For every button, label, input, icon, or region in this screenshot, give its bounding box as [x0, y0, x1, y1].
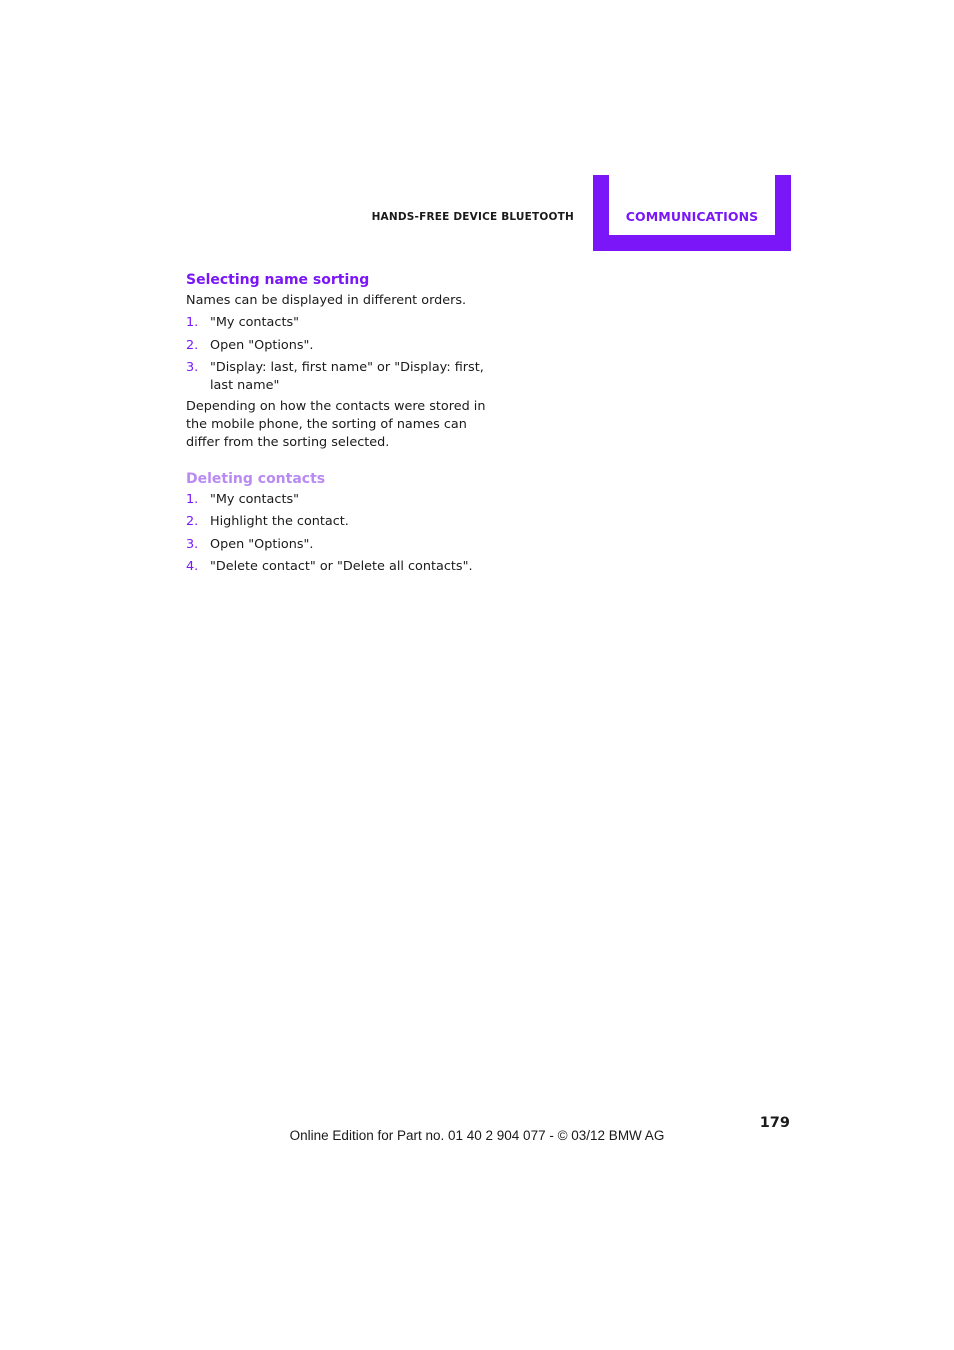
step-number: 2. — [186, 337, 199, 353]
list-item — [186, 491, 486, 509]
step-text: "My contacts" — [210, 315, 300, 330]
step-text: Open "Options". — [210, 337, 314, 353]
step-number: 1. — [186, 315, 199, 330]
list-item — [186, 359, 486, 395]
list-item — [186, 513, 486, 531]
steps-list-deleting-contacts — [186, 491, 486, 577]
step-number: 3. — [186, 536, 199, 552]
step-text: Highlight the contact. — [210, 514, 349, 529]
running-header-section: HANDS-FREE DEVICE BLUETOOTH — [371, 211, 574, 223]
list-item — [186, 337, 486, 355]
chapter-label: COMMUNICATIONS — [625, 209, 759, 224]
list-item — [186, 536, 486, 554]
step-number: 3. — [186, 360, 199, 375]
section-note: Depending on how the contacts were stored in the mobile phone, the sorting of names can differ from the sorting selected. — [186, 398, 486, 450]
list-item — [186, 558, 486, 576]
chapter-tab-inner — [609, 175, 775, 235]
step-number: 4. — [186, 559, 199, 574]
footer-edition-note: Online Edition for Part no. 01 40 2 904 077 - © 03/12 BMW AG — [289, 1128, 665, 1143]
step-number: 2. — [186, 514, 199, 529]
steps-list-name-sorting — [186, 314, 486, 395]
step-text: "Display: last, first name" or "Display: first, last name" — [210, 360, 484, 393]
section-heading-name-sorting: Selecting name sorting — [186, 272, 370, 288]
step-text: Open "Options". — [210, 536, 314, 552]
page-content — [186, 270, 486, 581]
section-spacer — [186, 452, 486, 469]
step-text: "Delete contact" or "Delete all contacts". — [210, 559, 473, 574]
section-heading-deleting-contacts: Deleting contacts — [186, 470, 326, 487]
chapter-tab — [593, 175, 791, 251]
step-number: 1. — [186, 491, 199, 507]
section-intro: Names can be displayed in different orders. — [186, 293, 467, 308]
page-number: 179 — [759, 1115, 790, 1131]
list-item — [186, 314, 486, 332]
step-text: "My contacts" — [210, 491, 300, 507]
